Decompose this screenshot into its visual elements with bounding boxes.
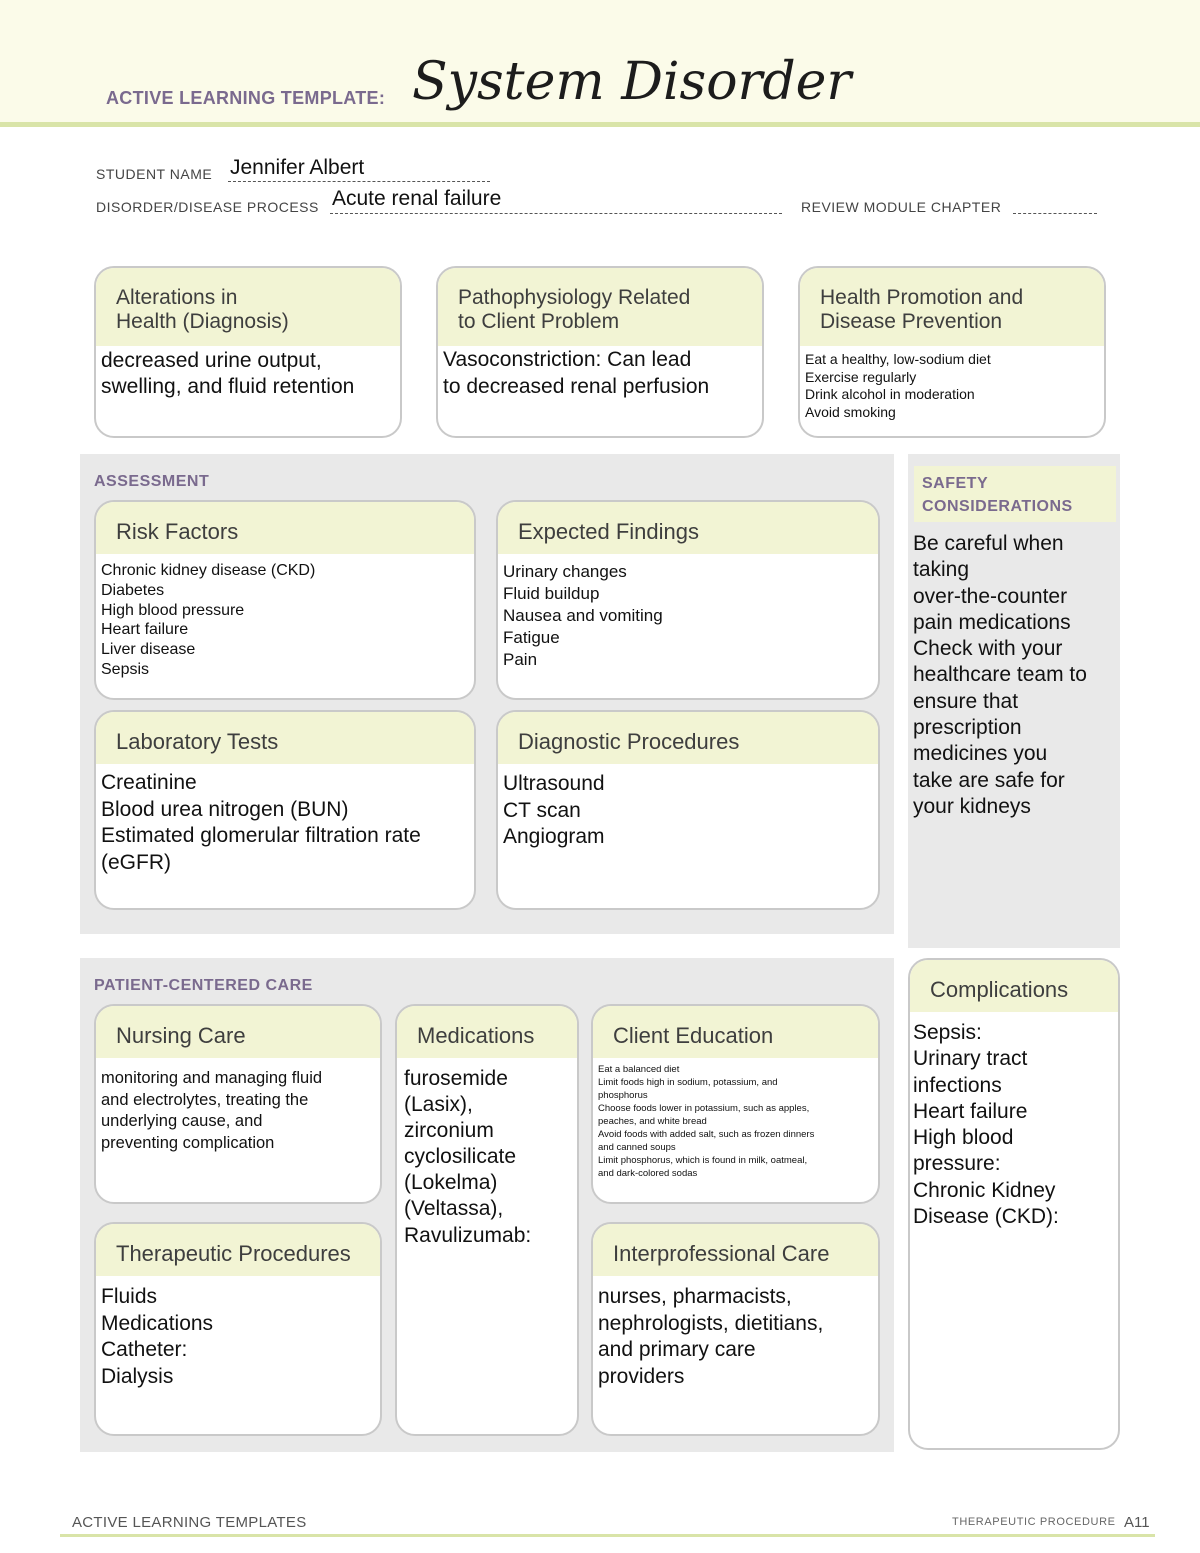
alterations-box — [94, 266, 402, 438]
review-module-field[interactable] — [1013, 196, 1097, 214]
laboratory-tests-box — [94, 710, 476, 910]
complications-title: Complications — [910, 960, 1118, 1012]
disorder-label: DISORDER/DISEASE PROCESS — [96, 199, 319, 215]
nursing-care-body: monitoring and managing fluid and electrolytes, treating the underlying cause, and preventing complication — [101, 1069, 323, 1153]
risk-factors-body: Chronic kidney disease (CKD) Diabetes High blood pressure Heart failure Liver disease Sepsis — [101, 562, 316, 678]
laboratory-tests-title: Laboratory Tests — [96, 712, 474, 764]
expected-findings-box — [496, 500, 880, 700]
expected-findings-body: Urinary changes Fluid buildup Nausea and vomiting Fatigue Pain — [503, 562, 663, 669]
interprofessional-care-body: nurses, pharmacists, nephrologists, dietitians, and primary care providers — [598, 1285, 824, 1388]
safety-body: Be careful when taking over-the-counter pain medications Check with your healthcare team to ensure that prescription medicines you take are safe for your kidneys — [913, 532, 1087, 818]
therapeutic-procedures-box — [94, 1222, 382, 1436]
medications-box — [395, 1004, 579, 1436]
safety-title: SAFETY CONSIDERATIONS — [914, 466, 1116, 522]
pathophysiology-body: Vasoconstriction: Can lead to decreased renal perfusion — [443, 348, 710, 398]
medications-body: furosemide (Lasix), zirconium cyclosilicate (Lokelma) (Veltassa), Ravulizumab: — [404, 1067, 532, 1247]
student-name-value: Jennifer Albert — [230, 156, 365, 179]
expected-findings-title: Expected Findings — [498, 502, 878, 554]
header-rule — [0, 122, 1200, 127]
complications-box — [908, 958, 1120, 1450]
client-education-body: Eat a balanced diet Limit foods high in sodium, potassium, and phosphorus Choose foods lower in potassium, such as apples, peaches, and white bread Avoid foods with added salt, such as frozen dinners and canned soups Limit phosphorus, which is found in milk, oatmeal, and dark-colored sodas — [598, 1064, 815, 1179]
diagnostic-procedures-title: Diagnostic Procedures — [498, 712, 878, 764]
alterations-body: decreased urine output, swelling, and fluid retention — [101, 349, 355, 398]
health-promotion-title: Health Promotion and Disease Prevention — [800, 268, 1104, 346]
therapeutic-procedures-body: Fluids Medications Catheter: Dialysis — [101, 1285, 214, 1388]
page-title: System Disorder — [412, 52, 852, 112]
therapeutic-procedures-title: Therapeutic Procedures — [96, 1224, 380, 1276]
risk-factors-title: Risk Factors — [96, 502, 474, 554]
review-module-label: REVIEW MODULE CHAPTER — [801, 199, 1002, 215]
footer-right-text: THERAPEUTIC PROCEDURE — [952, 1516, 1116, 1528]
complications-body: Sepsis: Urinary tract infections Heart failure High blood pressure: Chronic Kidney Disease (CKD): — [913, 1021, 1059, 1229]
medications-title: Medications — [397, 1006, 577, 1058]
assessment-title: ASSESSMENT — [94, 473, 210, 490]
disorder-field[interactable] — [330, 187, 782, 214]
client-education-title: Client Education — [593, 1006, 878, 1058]
diagnostic-procedures-box — [496, 710, 880, 910]
laboratory-tests-body: Creatinine Blood urea nitrogen (BUN) Estimated glomerular filtration rate (eGFR) — [101, 771, 421, 874]
page-number: A11 — [1124, 1514, 1150, 1531]
client-education-box — [591, 1004, 880, 1204]
student-name-field[interactable] — [228, 158, 490, 182]
pathophysiology-title: Pathophysiology Related to Client Problem — [438, 268, 762, 346]
diagnostic-procedures-body: Ultrasound CT scan Angiogram — [503, 772, 605, 848]
health-promotion-box — [798, 266, 1106, 438]
pathophysiology-box — [436, 266, 764, 438]
risk-factors-box — [94, 500, 476, 700]
nursing-care-title: Nursing Care — [96, 1006, 380, 1058]
footer-left-text: ACTIVE LEARNING TEMPLATES — [72, 1514, 307, 1531]
footer-rule — [60, 1534, 1155, 1537]
disorder-value: Acute renal failure — [332, 187, 502, 210]
template-kicker: ACTIVE LEARNING TEMPLATE: — [106, 88, 386, 108]
interprofessional-care-title: Interprofessional Care — [593, 1224, 878, 1276]
health-promotion-body: Eat a healthy, low-sodium diet Exercise regularly Drink alcohol in moderation Avoid smoking — [805, 351, 991, 420]
student-name-label: STUDENT NAME — [96, 166, 213, 182]
patient-centered-care-title: PATIENT-CENTERED CARE — [94, 977, 313, 994]
interprofessional-care-box — [591, 1222, 880, 1436]
alterations-title: Alterations in Health (Diagnosis) — [96, 268, 400, 346]
nursing-care-box — [94, 1004, 382, 1204]
